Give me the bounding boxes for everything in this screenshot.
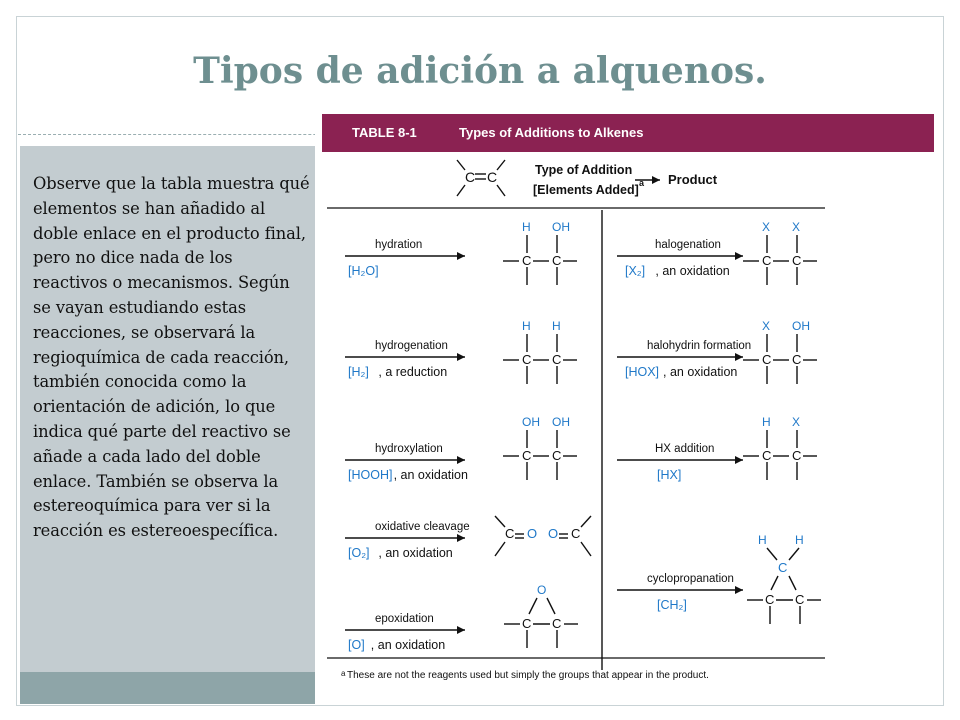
right-row-1-arrow-head: [735, 252, 743, 260]
product-halogenation-c2: C: [792, 253, 802, 268]
product-cyclopropane-hb1: [767, 548, 777, 560]
product-hydroxylation-c2: C: [552, 448, 562, 463]
right-row-4-name: cyclopropanation: [647, 573, 734, 585]
left-row-4-suffix: , an oxidation: [378, 546, 453, 560]
right-row-4-reagent: [CH₂]: [657, 598, 687, 612]
product-cleavage-b2: [495, 542, 505, 556]
header-bond-ur: [497, 160, 505, 170]
left-row-2-suffix: , a reduction: [378, 365, 448, 379]
header-bond-lr: [497, 185, 505, 196]
header-elements-added: [Elements Added]: [533, 183, 639, 197]
footnote-text: These are not the reagents used but simply the groups that appear in the product.: [347, 670, 709, 681]
header-product: Product: [668, 172, 718, 187]
left-row-5-reagent: [O]: [348, 638, 365, 652]
product-epoxide-c2: C: [552, 616, 562, 631]
right-row-1-reagent: [X₂]: [625, 264, 646, 278]
product-hydrogenation-sub2: H: [552, 319, 561, 333]
product-cleavage-c1: C: [505, 526, 515, 541]
left-row-1-reagent: [H₂O]: [348, 264, 379, 278]
product-hydroxylation-sub1: OH: [522, 415, 540, 429]
product-cleavage-c2: C: [571, 526, 581, 541]
product-cleavage-b4: [581, 542, 591, 556]
left-row-3-suffix: , an oxidation: [393, 468, 468, 482]
product-hydrogenation-c1: C: [522, 352, 532, 367]
left-row-2-arrow-head: [457, 353, 465, 361]
right-row-1-name: halogenation: [655, 239, 721, 251]
product-cyclopropane-ring1: [771, 576, 778, 590]
product-cyclopropane-c2: C: [795, 592, 805, 607]
left-row-3-name: hydroxylation: [375, 443, 443, 455]
header-superscript: a: [639, 178, 645, 188]
product-hydrogenation-c2: C: [552, 352, 562, 367]
product-halogenation-sub2: X: [792, 220, 801, 234]
left-row-2-name: hydrogenation: [375, 340, 448, 352]
left-row-4-arrow-head: [457, 534, 465, 542]
table-number: TABLE 8-1: [352, 125, 417, 140]
right-row-1-suffix: , an oxidation: [655, 264, 730, 278]
product-hydration-c1: C: [522, 253, 532, 268]
product-epoxide-c1: C: [522, 616, 532, 631]
reaction-table-drawing: [315, 110, 942, 704]
product-hx-addition-sub2: X: [792, 415, 801, 429]
table-name: Types of Additions to Alkenes: [459, 125, 644, 140]
product-cleavage-o2: O: [548, 526, 559, 541]
header-bond-ll: [457, 185, 465, 196]
product-hx-addition-c2: C: [792, 448, 802, 463]
right-row-2-arrow-head: [735, 353, 743, 361]
product-hx-addition-c1: C: [762, 448, 772, 463]
table-image: [315, 110, 942, 704]
header-alkene-c2: C: [487, 169, 498, 185]
left-row-1-arrow-head: [457, 252, 465, 260]
product-hydration-sub2: OH: [552, 220, 570, 234]
header-alkene-c1: C: [465, 169, 476, 185]
left-row-3-reagent: [HOOH]: [348, 468, 393, 482]
right-row-3-reagent: [HX]: [657, 468, 682, 482]
product-cyclopropane-ring2: [789, 576, 796, 590]
product-hydration-sub1: H: [522, 220, 531, 234]
right-row-2-suffix: , an oxidation: [663, 365, 738, 379]
product-cyclopropane-h2: H: [795, 533, 804, 547]
product-hydroxylation-sub2: OH: [552, 415, 570, 429]
left-row-5-arrow-head: [457, 626, 465, 634]
product-epoxide-ring1: [529, 598, 537, 614]
right-row-3-arrow-head: [735, 456, 743, 464]
product-hydration-c2: C: [552, 253, 562, 268]
product-cyclopropane-h1: H: [758, 533, 767, 547]
product-halohydrin-sub1: X: [762, 319, 771, 333]
product-cyclopropane-ch2: C: [778, 560, 788, 575]
product-cyclopropane-c1: C: [765, 592, 775, 607]
left-row-1-name: hydration: [375, 239, 423, 251]
body-paragraph: Observe que la tabla muestra qué elementos se han añadido al doble enlace en el producto final, pero no dice nada de los reactivos o mecanismos. Según se vayan estudiando estas reacciones, se observará la regioquímica de cada reacción, también conocida como la orientación de adición, lo que indica qué parte del reactivo se añade a cada lado del doble enlace. También se observa la estereoquímica para ver si la reacción es estereoespecífica.: [33, 174, 310, 541]
left-row-4-reagent: [O₂]: [348, 546, 370, 560]
product-cleavage-b1: [495, 516, 505, 527]
right-row-4-arrow-head: [735, 586, 743, 594]
header-arrow-head: [652, 176, 660, 184]
product-hydroxylation-c1: C: [522, 448, 532, 463]
left-row-5-name: epoxidation: [375, 613, 434, 625]
product-hydrogenation-sub1: H: [522, 319, 531, 333]
left-row-4-name: oxidative cleavage: [375, 521, 470, 533]
product-halogenation-c1: C: [762, 253, 772, 268]
right-row-2-reagent: [HOX]: [625, 365, 660, 379]
product-halohydrin-sub2: OH: [792, 319, 810, 333]
product-halohydrin-c2: C: [792, 352, 802, 367]
product-cyclopropane-hb2: [789, 548, 799, 560]
left-row-2-reagent: [H₂]: [348, 365, 369, 379]
product-epoxide-o: O: [537, 583, 547, 597]
footnote-superscript: a: [341, 669, 346, 678]
header-type-of-addition: Type of Addition: [535, 163, 633, 177]
product-epoxide-ring2: [547, 598, 555, 614]
product-cleavage-b3: [581, 516, 591, 527]
product-cleavage-o1: O: [527, 526, 538, 541]
left-row-5-suffix: , an oxidation: [370, 638, 446, 652]
left-row-3-arrow-head: [457, 456, 465, 464]
right-row-3-name: HX addition: [655, 443, 715, 455]
product-halohydrin-c1: C: [762, 352, 772, 367]
right-row-2-name: halohydrin formation: [647, 340, 752, 352]
header-bond-ul: [457, 160, 465, 170]
product-halogenation-sub1: X: [762, 220, 771, 234]
product-hx-addition-sub1: H: [762, 415, 771, 429]
slide-title: Tipos de adición a alquenos.: [193, 50, 767, 92]
